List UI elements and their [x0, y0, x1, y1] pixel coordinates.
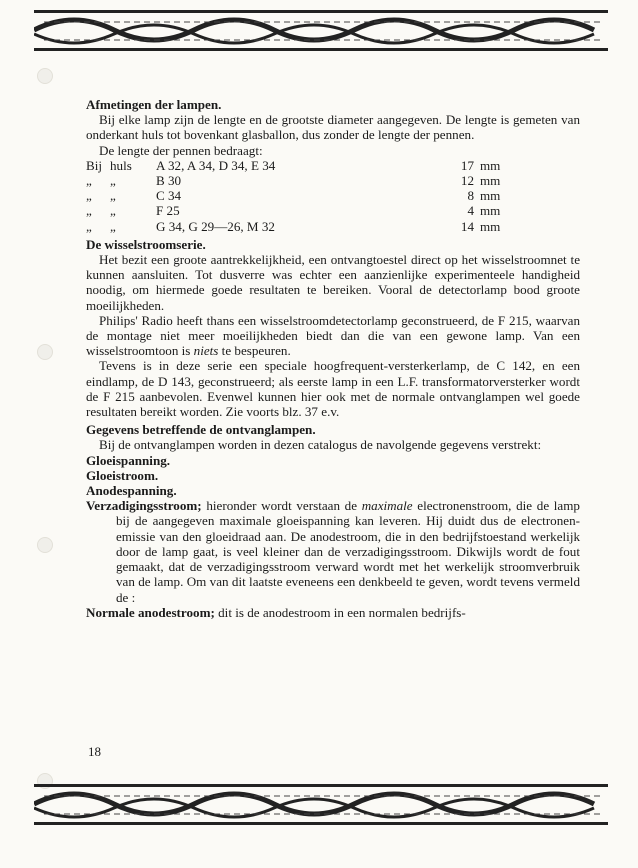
table-cell: G 34, G 29—26, M 32: [156, 218, 275, 234]
table-cell: „: [110, 203, 116, 219]
term-label: Verzadigingsstroom;: [86, 498, 202, 514]
table-cell: B 30: [156, 173, 182, 189]
table-cell: mm: [480, 173, 501, 189]
table-cell: 12: [460, 173, 474, 189]
table-cell: „: [86, 218, 92, 234]
text-run: Philips' Radio heeft thans een wisselstroomdetectorlamp geconstrueerd, de F 215, waarvan de montage niet meer moeilijkheden biedt dan die van een gewone lamp. Van een wisselstroomtoon is: [86, 312, 580, 359]
paragraph: Het bezit een groote aantrekkelijkheid, een ontvangtoestel direct op het wisselstroomnet te kunnen aansluiten. Tot dusverre was echter een aanzienlijke experimenteele handigheid noodig, om hiermede goede resultaten te bereiken. Vooral de detectorlamp bood groote moeilijkheden.: [86, 252, 580, 313]
page-body: [86, 97, 580, 620]
table-cell: „: [86, 188, 92, 204]
table-cell: F 25: [156, 203, 180, 219]
table-cell: huls: [110, 157, 132, 173]
decorative-border-bottom: [34, 782, 608, 828]
term-label: Normale anodestroom;: [86, 604, 215, 620]
table-row: [86, 158, 580, 173]
decorative-border-top: [34, 8, 608, 54]
table-cell: mm: [480, 188, 501, 204]
pin-length-table: [86, 158, 580, 234]
text-run: hieronder wordt verstaan de: [201, 498, 362, 514]
definition-normale-anodestroom: [86, 605, 580, 620]
table-cell: C 34: [156, 188, 182, 204]
table-cell: 17: [460, 157, 474, 173]
text-run: electronenstroom, die de lamp bij de aangegeven maximale gloeispanning kan leveren. Hij duidt dus de electronen-emissie van den gloeidraad aan. De anodestroom, die in den bedrijfstoestand werkelijk door de lamp gaat, is veel kleiner dan de verzadigingsstroom. Dikwijls wordt de fout gemaakt, dat de verzadigingsstroom verward wordt met het werkelijk stroomverbruik van de lamp. Om van dit laatste eveneens een denkbeeld te geven, wordt tevens vermeld de :: [116, 498, 580, 605]
paragraph: Tevens is in deze serie een speciale hoogfrequent-versterkerlamp, de C 142, en een eindlamp, de D 143, geconstrueerd; als eerste lamp in een L.F. transformatorversterker wordt de F 215 aanbevolen. Evenwel kunnen hier ook met de normale ontvanglampen wel goede resultaten bereikt worden. Zie voorts blz. 37 e.v.: [86, 358, 580, 420]
table-cell: mm: [480, 218, 501, 234]
table-cell: mm: [480, 203, 501, 219]
paragraph: [86, 313, 580, 359]
heading-afmetingen: Afmetingen der lampen.: [86, 97, 222, 112]
heading-gegevens: Gegevens betreffende de ontvanglampen.: [86, 422, 316, 438]
punch-hole: [37, 344, 53, 360]
table-cell: „: [110, 218, 116, 234]
table-row: [86, 219, 580, 234]
table-cell: „: [86, 173, 92, 189]
table-cell: A 32, A 34, D 34, E 34: [156, 157, 276, 173]
page-number: 18: [88, 744, 101, 759]
paragraph: De lengte der pennen bedraagt:: [99, 142, 263, 158]
table-row: [86, 173, 580, 188]
term-gloeispanning: Gloeispanning.: [86, 452, 171, 468]
text-run: te bespeuren.: [218, 343, 291, 359]
punch-hole: [37, 68, 53, 84]
paragraph: Bij de ontvanglampen worden in dezen catalogus de navolgende gegevens verstrekt:: [99, 437, 542, 453]
term-gloeistroom: Gloeistroom.: [86, 467, 159, 483]
emphasis: maximale: [361, 498, 413, 514]
text-run: dit is de anodestroom in een normalen bedrijfs-: [214, 604, 466, 620]
table-row: [86, 188, 580, 203]
punch-hole: [37, 537, 53, 553]
table-cell: Bij: [86, 157, 103, 173]
heading-wisselstroomserie: De wisselstroomserie.: [86, 236, 206, 252]
table-cell: 8: [467, 188, 474, 204]
paragraph: Bij elke lamp zijn de lengte en de grootste diameter aangegeven. De lengte is gemeten van onderkant huls tot bovenkant glasballon, dus zonder de lengte der pennen.: [86, 112, 580, 143]
table-cell: mm: [480, 157, 501, 173]
table-cell: 14: [460, 218, 474, 234]
table-cell: „: [110, 188, 116, 204]
table-cell: „: [86, 203, 92, 219]
table-cell: „: [110, 173, 116, 189]
emphasis: niets: [193, 343, 219, 359]
table-row: [86, 203, 580, 218]
definition-verzadigingsstroom: [86, 498, 580, 604]
table-cell: 4: [467, 203, 474, 219]
term-anodespanning: Anodespanning.: [86, 483, 177, 499]
